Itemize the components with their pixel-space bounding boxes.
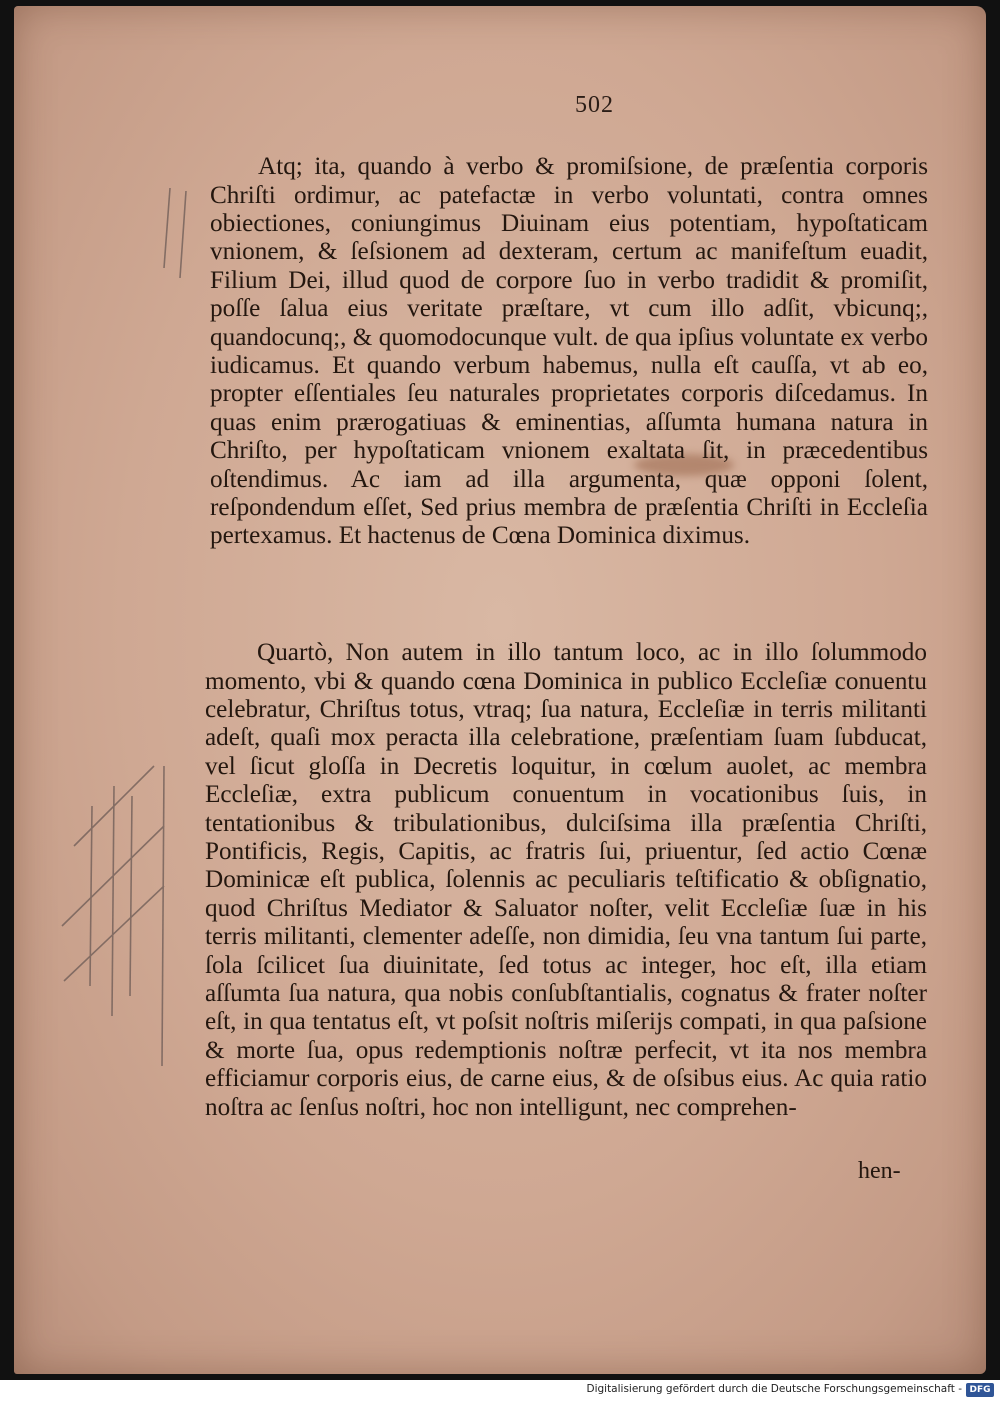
dfg-logo: DFG — [966, 1383, 994, 1397]
page-number: 502 — [575, 92, 614, 118]
funding-credit: Digitalisierung gefördert durch die Deutsche Forschungsgemeinschaft - — [586, 1383, 962, 1395]
paragraph-1: Atq; ita, quando à verbo & promiſsione, de præſentia corporis Chriſti ordimur, ac patefactæ in verbo voluntati, contra omnes obiectiones, coniungimus Diuinam eius potentiam, hypoſtaticam vnionem, & ſeſsionem ad dexteram, certum ac manifeſtum euadit, Filium Dei, illud quod de corpore ſuo in verbo tradidit & promiſit, poſſe ſalua eius veritate præſtare, vt cum illo adſit, vbicunq;, quandocunq;, & quomodocunque vult. de qua ipſius voluntate ex verbo iudicamus. Et quando verbum habemus, nulla eſt cauſſa, vt ab eo, propter eſſentiales ſeu naturales proprietates corporis diſcedamus. In quas enim prærogatiuas & eminentias, aſſumta humana natura in Chriſto, per hypoſtaticam vnionem exaltata ſit, in præcedentibus oſtendimus. Ac iam ad illa argumenta, quæ opponi ſolent, reſpondendum eſſet, Sed prius membra de præſentia Chriſti in Eccleſia pertexamus. Et hactenus de Cœna Dominica diximus. — [210, 153, 928, 550]
footer-bar — [0, 1380, 1000, 1401]
paragraph-2: Quartò, Non autem in illo tantum loco, ac in illo ſolummodo momento, vbi & quando cœna Dominica in publico Eccleſiæ conuentu celebratur, Chriſtus totus, vtraq; ſua natura, Eccleſiæ in terris militanti adeſt, quaſi mox peracta illa celebratione, præſentiam ſuam ſubducat, vel ſicut gloſſa in Decretis loquitur, in cœlum auolet, ac membra Eccleſiæ, extra publicum conuentum in vocationibus ſuis, in tentationibus & tribulationibus, dulciſsima illa præſentia Chriſti, Pontificis, Regis, Capitis, ac fratris ſui, priuentur, ſed actio Cœnæ Dominicæ eſt publica, ſolennis ac peculiaris teſtificatio & obſignatio, quod Chriſtus Mediator & Saluator noſter, velit Eccleſiæ ſuæ in his terris militanti, clementer adeſſe, non dimidia, ſeu vna tantum ſui parte, ſola ſcilicet ſua diuinitate, ſed totus ac integer, hoc eſt, illa etiam aſſumta ſua natura, qua nobis conſubſtantialis, cognatus & frater noſter eſt, in qua tentatus eſt, vt poſsit noſtris miſerijs compati, in qua paſsione & morte ſua, opus redemptionis noſtræ perfecit, vt ita nos membra efficiamur corporis eius, de carne eius, & de oſsibus eius. Ac quia ratio noſtra ac ſenſus noſtri, hoc non intelligunt, nec comprehen- — [205, 639, 927, 1121]
catchword: hen- — [858, 1158, 901, 1184]
